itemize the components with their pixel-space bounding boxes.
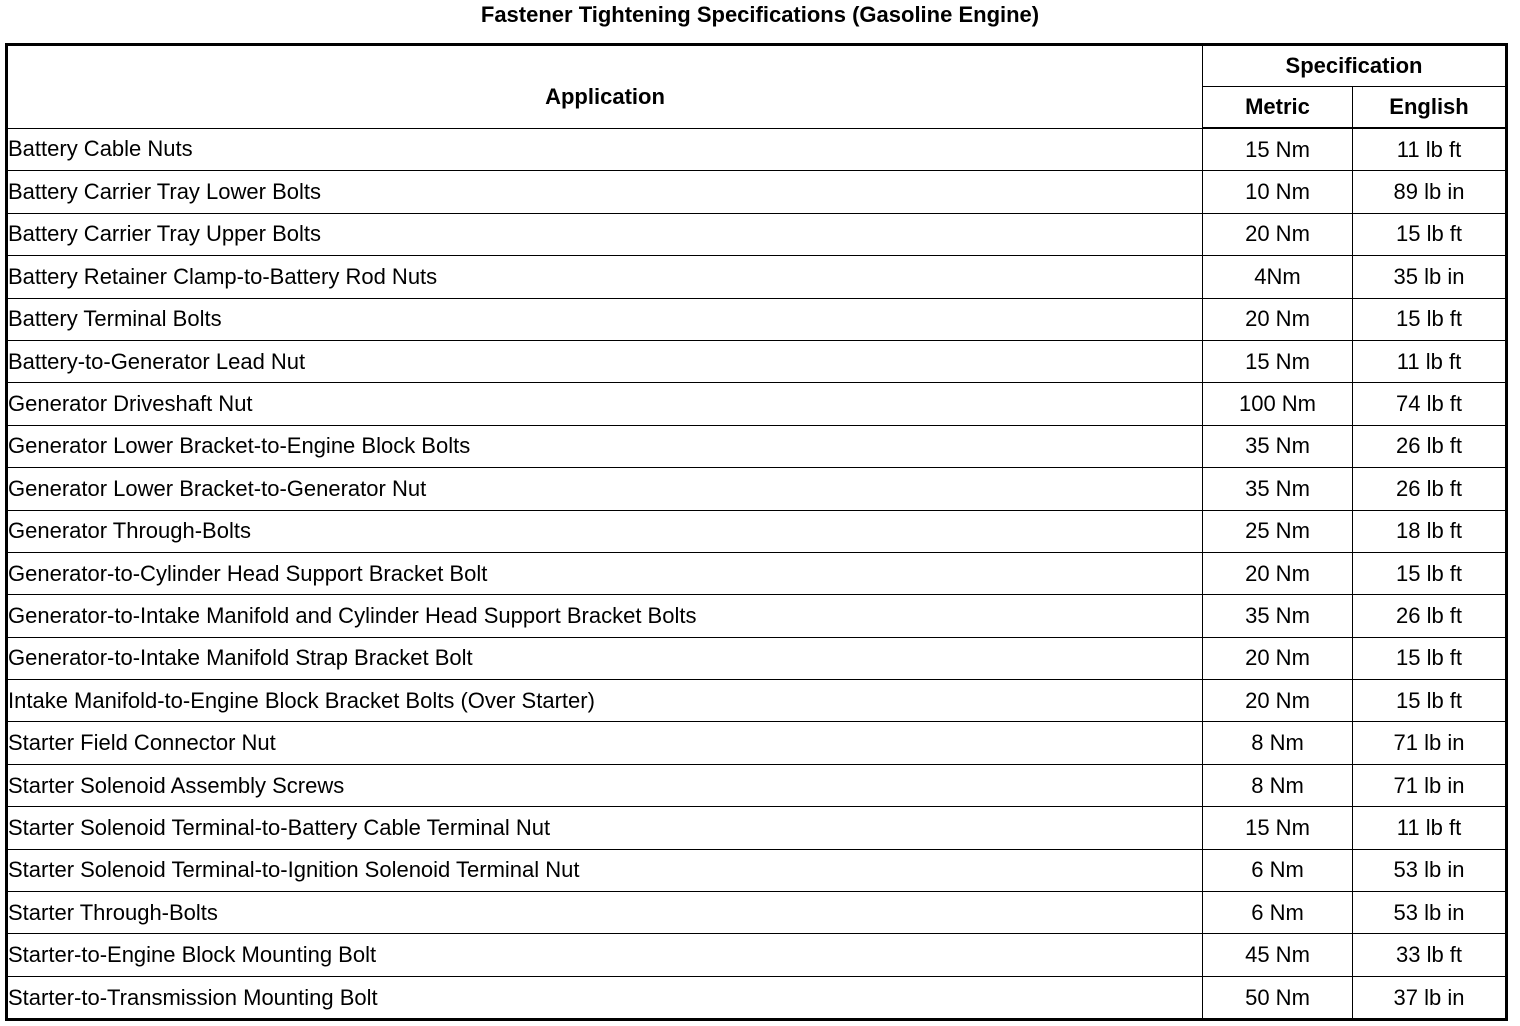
- table-row: [7, 256, 1507, 298]
- metric-cell: 100 Nm: [1203, 383, 1353, 425]
- english-cell: 53 lb in: [1353, 849, 1507, 891]
- english-cell: 71 lb in: [1353, 764, 1507, 806]
- table-row: [7, 807, 1507, 849]
- metric-cell: 20 Nm: [1203, 298, 1353, 340]
- metric-cell: 4Nm: [1203, 256, 1353, 298]
- metric-cell: 15 Nm: [1203, 807, 1353, 849]
- application-cell: Starter-to-Engine Block Mounting Bolt: [7, 934, 1203, 976]
- english-cell: 15 lb ft: [1353, 680, 1507, 722]
- table-row: [7, 976, 1507, 1019]
- table-row: [7, 340, 1507, 382]
- table-row: [7, 383, 1507, 425]
- english-cell: 26 lb ft: [1353, 425, 1507, 467]
- english-cell: 15 lb ft: [1353, 637, 1507, 679]
- metric-cell: 35 Nm: [1203, 468, 1353, 510]
- table-row: [7, 552, 1507, 594]
- table-row: [7, 934, 1507, 976]
- english-cell: 33 lb ft: [1353, 934, 1507, 976]
- application-cell: Intake Manifold-to-Engine Block Bracket Bolts (Over Starter): [7, 680, 1203, 722]
- table-row: [7, 722, 1507, 764]
- english-cell: 11 lb ft: [1353, 807, 1507, 849]
- metric-cell: 10 Nm: [1203, 171, 1353, 213]
- english-cell: 15 lb ft: [1353, 552, 1507, 594]
- english-cell: 26 lb ft: [1353, 595, 1507, 637]
- metric-cell: 15 Nm: [1203, 128, 1353, 171]
- table-row: [7, 637, 1507, 679]
- application-cell: Starter Solenoid Terminal-to-Ignition Solenoid Terminal Nut: [7, 849, 1203, 891]
- application-cell: Starter Field Connector Nut: [7, 722, 1203, 764]
- table-row: [7, 425, 1507, 467]
- table-row: [7, 892, 1507, 934]
- table-row: [7, 680, 1507, 722]
- application-cell: Generator Through-Bolts: [7, 510, 1203, 552]
- english-column-header: English: [1353, 87, 1507, 129]
- metric-cell: 25 Nm: [1203, 510, 1353, 552]
- application-cell: Battery Carrier Tray Lower Bolts: [7, 171, 1203, 213]
- page-title: Fastener Tightening Specifications (Gasoline Engine): [480, 2, 1040, 27]
- application-cell: Starter Solenoid Terminal-to-Battery Cable Terminal Nut: [7, 807, 1203, 849]
- table-body: [7, 128, 1507, 1020]
- application-cell: Battery Retainer Clamp-to-Battery Rod Nuts: [7, 256, 1203, 298]
- application-cell: Generator Lower Bracket-to-Engine Block Bolts: [7, 425, 1203, 467]
- metric-column-header: Metric: [1203, 87, 1353, 129]
- specification-table: [5, 43, 1508, 1021]
- application-cell: Battery-to-Generator Lead Nut: [7, 340, 1203, 382]
- application-cell: Battery Terminal Bolts: [7, 298, 1203, 340]
- table-row: [7, 849, 1507, 891]
- english-cell: 53 lb in: [1353, 892, 1507, 934]
- table-row: [7, 213, 1507, 255]
- table-header: [7, 45, 1507, 129]
- english-cell: 11 lb ft: [1353, 128, 1507, 171]
- metric-cell: 8 Nm: [1203, 722, 1353, 764]
- metric-cell: 8 Nm: [1203, 764, 1353, 806]
- english-cell: 71 lb in: [1353, 722, 1507, 764]
- english-cell: 37 lb in: [1353, 976, 1507, 1019]
- application-cell: Generator Lower Bracket-to-Generator Nut: [7, 468, 1203, 510]
- table-row: [7, 468, 1507, 510]
- application-cell: Starter Solenoid Assembly Screws: [7, 764, 1203, 806]
- english-cell: 35 lb in: [1353, 256, 1507, 298]
- metric-cell: 20 Nm: [1203, 213, 1353, 255]
- metric-cell: 45 Nm: [1203, 934, 1353, 976]
- application-cell: Battery Cable Nuts: [7, 128, 1203, 171]
- table-row: [7, 764, 1507, 806]
- english-cell: 18 lb ft: [1353, 510, 1507, 552]
- metric-cell: 20 Nm: [1203, 552, 1353, 594]
- english-cell: 26 lb ft: [1353, 468, 1507, 510]
- metric-cell: 6 Nm: [1203, 892, 1353, 934]
- application-cell: Generator-to-Cylinder Head Support Bracket Bolt: [7, 552, 1203, 594]
- metric-cell: 50 Nm: [1203, 976, 1353, 1019]
- application-cell: Generator-to-Intake Manifold and Cylinder Head Support Bracket Bolts: [7, 595, 1203, 637]
- table-row: [7, 298, 1507, 340]
- table-row: [7, 595, 1507, 637]
- application-cell: Generator-to-Intake Manifold Strap Bracket Bolt: [7, 637, 1203, 679]
- metric-cell: 20 Nm: [1203, 637, 1353, 679]
- application-cell: Battery Carrier Tray Upper Bolts: [7, 213, 1203, 255]
- application-cell: Starter Through-Bolts: [7, 892, 1203, 934]
- metric-cell: 15 Nm: [1203, 340, 1353, 382]
- table-row: [7, 510, 1507, 552]
- metric-cell: 35 Nm: [1203, 425, 1353, 467]
- application-cell: Generator Driveshaft Nut: [7, 383, 1203, 425]
- application-cell: Starter-to-Transmission Mounting Bolt: [7, 976, 1203, 1019]
- specification-column-header: Specification: [1203, 45, 1507, 87]
- english-cell: 15 lb ft: [1353, 298, 1507, 340]
- table-row: [7, 171, 1507, 213]
- metric-cell: 35 Nm: [1203, 595, 1353, 637]
- english-cell: 89 lb in: [1353, 171, 1507, 213]
- application-column-header: Application: [7, 45, 1203, 129]
- table-row: [7, 128, 1507, 171]
- metric-cell: 6 Nm: [1203, 849, 1353, 891]
- english-cell: 11 lb ft: [1353, 340, 1507, 382]
- metric-cell: 20 Nm: [1203, 680, 1353, 722]
- english-cell: 74 lb ft: [1353, 383, 1507, 425]
- english-cell: 15 lb ft: [1353, 213, 1507, 255]
